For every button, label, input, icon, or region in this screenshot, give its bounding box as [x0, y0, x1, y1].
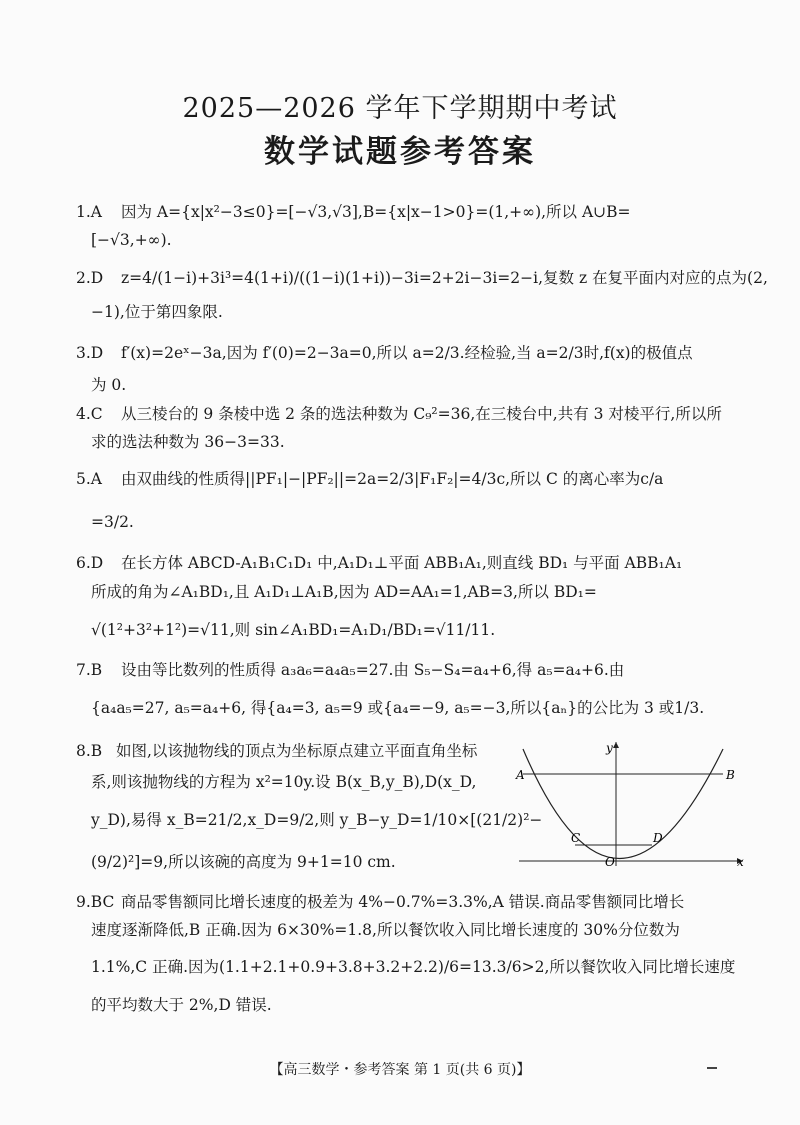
point-d-label: D — [653, 831, 663, 845]
answer-9-line-2: 速度逐渐降低,B 正确.因为 6×30%=1.8,所以餐饮收入同比增长速度的 30%分位数为 — [91, 921, 680, 939]
answer-5-label: 5.A — [76, 470, 102, 488]
parabola-curve — [523, 749, 723, 859]
answer-4-line-1: 从三棱台的 9 条棱中选 2 条的选法种数为 C₉²=36,在三棱台中,共有 3 对棱平行,所以所 — [121, 405, 722, 423]
answer-9-line-4: 的平均数大于 2%,D 错误. — [91, 996, 272, 1014]
answer-5-line-2: =3/2. — [91, 513, 134, 531]
answer-6-line-3: √(1²+3²+1²)=√11,则 sin∠A₁BD₁=A₁D₁/BD₁=√11/11. — [91, 621, 496, 639]
answer-9-label: 9.BC — [76, 893, 115, 911]
answer-9-line-1: 商品零售额同比增长速度的极差为 4%−0.7%=3.3%,A 错误.商品零售额同比增长 — [121, 893, 685, 911]
answer-8-line-2: 系,则该抛物线的方程为 x²=10y.设 B(x_B,y_B),D(x_D, — [91, 773, 477, 791]
answer-2-label: 2.D — [76, 269, 104, 287]
parabola-figure — [515, 738, 747, 868]
answer-6-label: 6.D — [76, 554, 104, 572]
answer-2-line-1: z=4/(1−i)+3i³=4(1+i)/((1−i)(1+i))−3i=2+2i−3i=2−i,复数 z 在复平面内对应的点为(2, — [121, 269, 768, 287]
answer-6-line-2: 所成的角为∠A₁BD₁,且 A₁D₁⊥A₁B,因为 AD=AA₁=1,AB=3,所以 BD₁= — [91, 583, 597, 601]
answer-5-line-1: 由双曲线的性质得||PF₁|−|PF₂||=2a=2/3|F₁F₂|=4/3c,所以 C 的离心率为c/a — [121, 470, 664, 488]
answer-8-line-3: y_D),易得 x_B=21/2,x_D=9/2,则 y_B−y_D=1/10×[(21/2)²− — [91, 811, 543, 829]
answer-8-label: 8.B — [76, 742, 103, 760]
x-axis-label: x — [737, 855, 744, 868]
answer-4-label: 4.C — [76, 405, 103, 423]
point-a-label: A — [516, 768, 525, 782]
answer-1-line-1: 因为 A={x|x²−3≤0}=[−√3,√3],B={x|x−1>0}=(1,+∞),所以 A∪B= — [121, 203, 631, 221]
answer-3-line-2: 为 0. — [91, 376, 127, 394]
answer-3-label: 3.D — [76, 344, 104, 362]
answer-8-line-4: (9/2)²]=9,所以该碗的高度为 9+1=10 cm. — [91, 853, 396, 871]
answer-4-line-2: 求的选法种数为 36−3=33. — [91, 433, 285, 451]
answer-8-line-1: 如图,以该抛物线的顶点为坐标原点建立平面直角坐标 — [116, 742, 478, 760]
answer-2-line-2: −1),位于第四象限. — [91, 303, 223, 321]
answer-6-line-1: 在长方体 ABCD-A₁B₁C₁D₁ 中,A₁D₁⊥平面 ABB₁A₁,则直线 BD₁ 与平面 ABB₁A₁ — [121, 554, 683, 572]
answer-7-line-1: 设由等比数列的性质得 a₃a₆=a₄a₅=27.由 S₅−S₄=a₄+6,得 a₅=a₄+6.由 — [121, 661, 625, 679]
answer-7-line-2: {a₄a₅=27, a₅=a₄+6, 得{a₄=3, a₅=9 或{a₄=−9, a₅=−3,所以{aₙ}的公比为 3 或1/3. — [91, 699, 705, 717]
y-axis-label: y — [606, 741, 613, 755]
answer-9-line-3: 1.1%,C 正确.因为(1.1+2.1+0.9+3.8+3.2+2.2)/6=13.3/6>2,所以餐饮收入同比增长速度 — [91, 958, 736, 976]
point-c-label: C — [571, 831, 581, 845]
exam-title: 2025—2026 学年下学期期中考试 — [182, 93, 618, 124]
page-footer: 【高三数学・参考答案 第 1 页(共 6 页)】 — [269, 1062, 531, 1078]
answer-1-label: 1.A — [76, 203, 102, 221]
document-subtitle: 数学试题参考答案 — [264, 134, 536, 170]
point-b-label: B — [726, 768, 735, 782]
answer-1-line-2: [−√3,+∞). — [91, 231, 172, 249]
answer-7-label: 7.B — [76, 661, 103, 679]
origin-label: O — [605, 855, 615, 868]
y-axis-arrow — [613, 742, 619, 748]
answer-3-line-1: f′(x)=2eˣ−3a,因为 f′(0)=2−3a=0,所以 a=2/3.经检验,当 a=2/3时,f(x)的极值点 — [121, 344, 693, 362]
footer-dash — [707, 1067, 717, 1069]
